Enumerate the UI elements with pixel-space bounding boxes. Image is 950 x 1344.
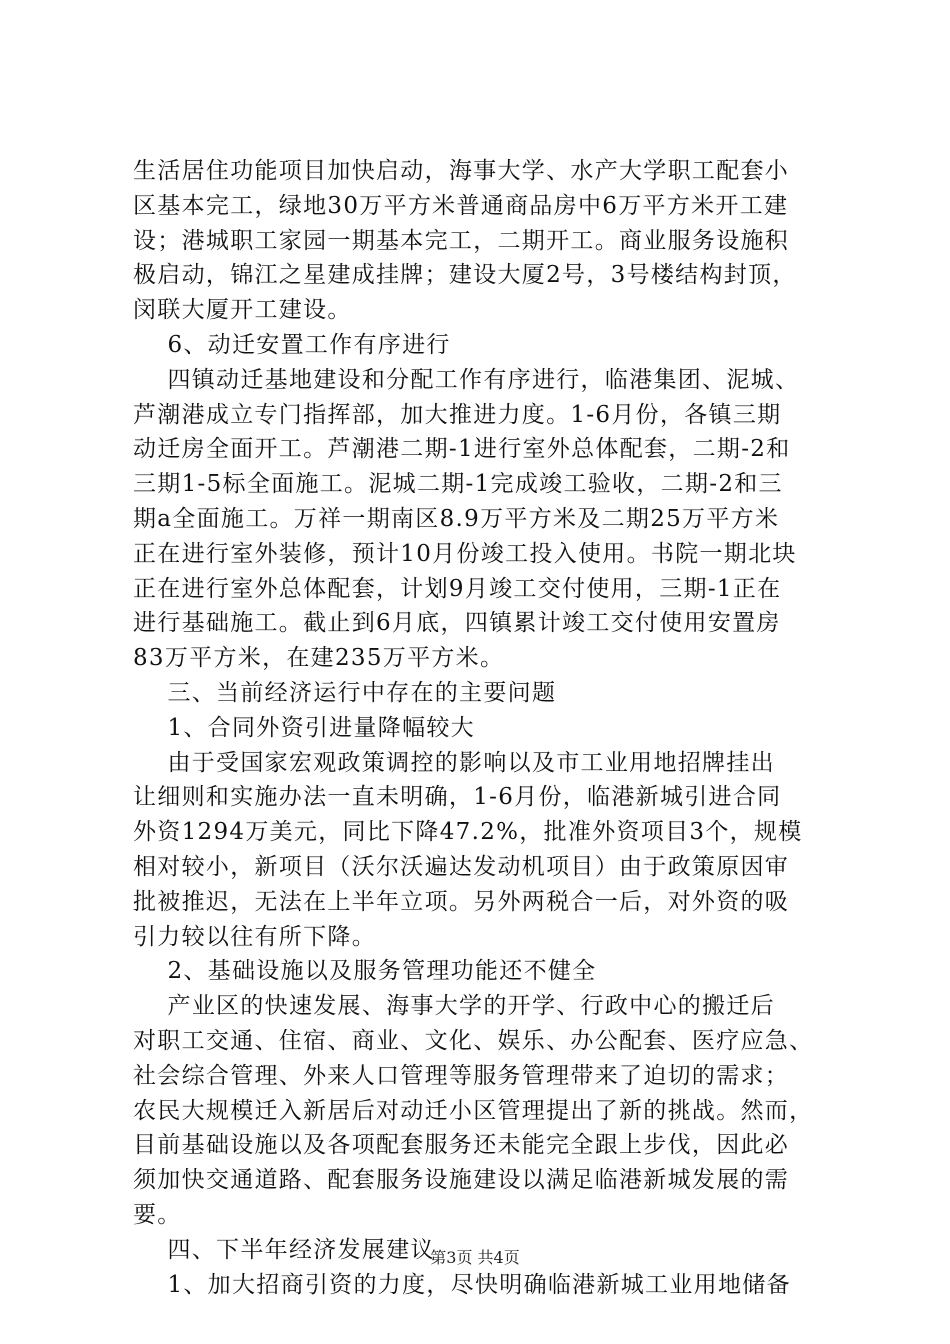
document-body xyxy=(133,154,833,1302)
text-line: 目前基础设施以及各项配套服务还未能完全跟上步伐，因此必 xyxy=(133,1132,790,1159)
text-line: 生活居住功能项目加快启动，海事大学、水产大学职工配套小 xyxy=(133,158,790,184)
text-line: 批被推迟，无法在上半年立项。另外两税合一后，对外资的吸 xyxy=(133,888,790,915)
text-line: 相对较小，新项目（沃尔沃遍达发动机项目）由于政策原因审 xyxy=(133,853,790,880)
text-line: 三期1-5标全面施工。泥城二期-1完成竣工验收，二期-2和三 xyxy=(133,471,783,498)
text-line: 须加快交通道路、配套服务设施建设以满足临港新城发展的需 xyxy=(133,1167,790,1194)
text-line: 四镇动迁基地建设和分配工作有序进行，临港集团、泥城、 xyxy=(133,366,800,393)
text-line: 极启动，锦江之星建成挂牌；建设大厦2号，3号楼结构封顶， xyxy=(133,262,797,289)
text-line: 83万平方米，在建235万平方米。 xyxy=(133,645,505,672)
text-line: 区基本完工，绿地30万平方米普通商品房中6万平方米开工建 xyxy=(133,192,789,219)
text-line: 1、合同外资引进量降幅较大 xyxy=(133,714,475,741)
text-line: 让细则和实施办法一直未明确，1-6月份，临港新城引进合同 xyxy=(133,784,782,811)
text-line: 社会综合管理、外来人口管理等服务管理带来了迫切的需求； xyxy=(133,1062,790,1089)
text-line: 闵联大厦开工建设。 xyxy=(133,297,352,324)
text-line: 芦潮港成立专门指挥部，加大推进力度。1-6月份，各镇三期 xyxy=(133,401,782,428)
page-footer xyxy=(0,1245,950,1268)
text-line: 2、基础设施以及服务管理功能还不健全 xyxy=(133,958,597,985)
text-line: 要。 xyxy=(133,1201,182,1228)
text-line: 6、动迁安置工作有序进行 xyxy=(133,331,451,358)
text-line: 由于受国家宏观政策调控的影响以及市工业用地招牌挂出 xyxy=(133,749,775,776)
text-line: 四、下半年经济发展建议 xyxy=(133,1236,435,1263)
text-line: 正在进行室外装修，预计10月份竣工投入使用。书院一期北块 xyxy=(133,540,797,567)
text-line: 引力较以往有所下降。 xyxy=(133,923,376,950)
text-line: 设；港城职工家园一期基本完工，二期开工。商业服务设施积 xyxy=(133,227,790,254)
text-line: 对职工交通、住宿、商业、文化、娱乐、办公配套、医疗应急、 xyxy=(133,1027,814,1054)
text-line: 动迁房全面开工。芦潮港二期-1进行室外总体配套，二期-2和 xyxy=(133,436,791,463)
page-number-label: 第3页 共4页 xyxy=(430,1248,520,1267)
text-line: 农民大规模迁入新居后对动迁小区管理提出了新的挑战。然而， xyxy=(133,1097,814,1124)
text-line: 产业区的快速发展、海事大学的开学、行政中心的搬迁后 xyxy=(133,993,775,1020)
body-text xyxy=(133,154,833,1302)
text-line: 三、当前经济运行中存在的主要问题 xyxy=(133,679,557,706)
text-line: 期a全面施工。万祥一期南区8.9万平方米及二期25万平方米 xyxy=(133,505,780,532)
text-line: 外资1294万美元，同比下降47.2%，批准外资项目3个，规模 xyxy=(133,819,803,846)
text-line: 正在进行室外总体配套，计划9月竣工交付使用，三期-1正在 xyxy=(133,575,782,602)
text-line: 进行基础施工。截止到6月底，四镇累计竣工交付使用安置房 xyxy=(133,610,781,637)
text-line: 1、加大招商引资的力度，尽快明确临港新城工业用地储备 xyxy=(133,1271,791,1298)
